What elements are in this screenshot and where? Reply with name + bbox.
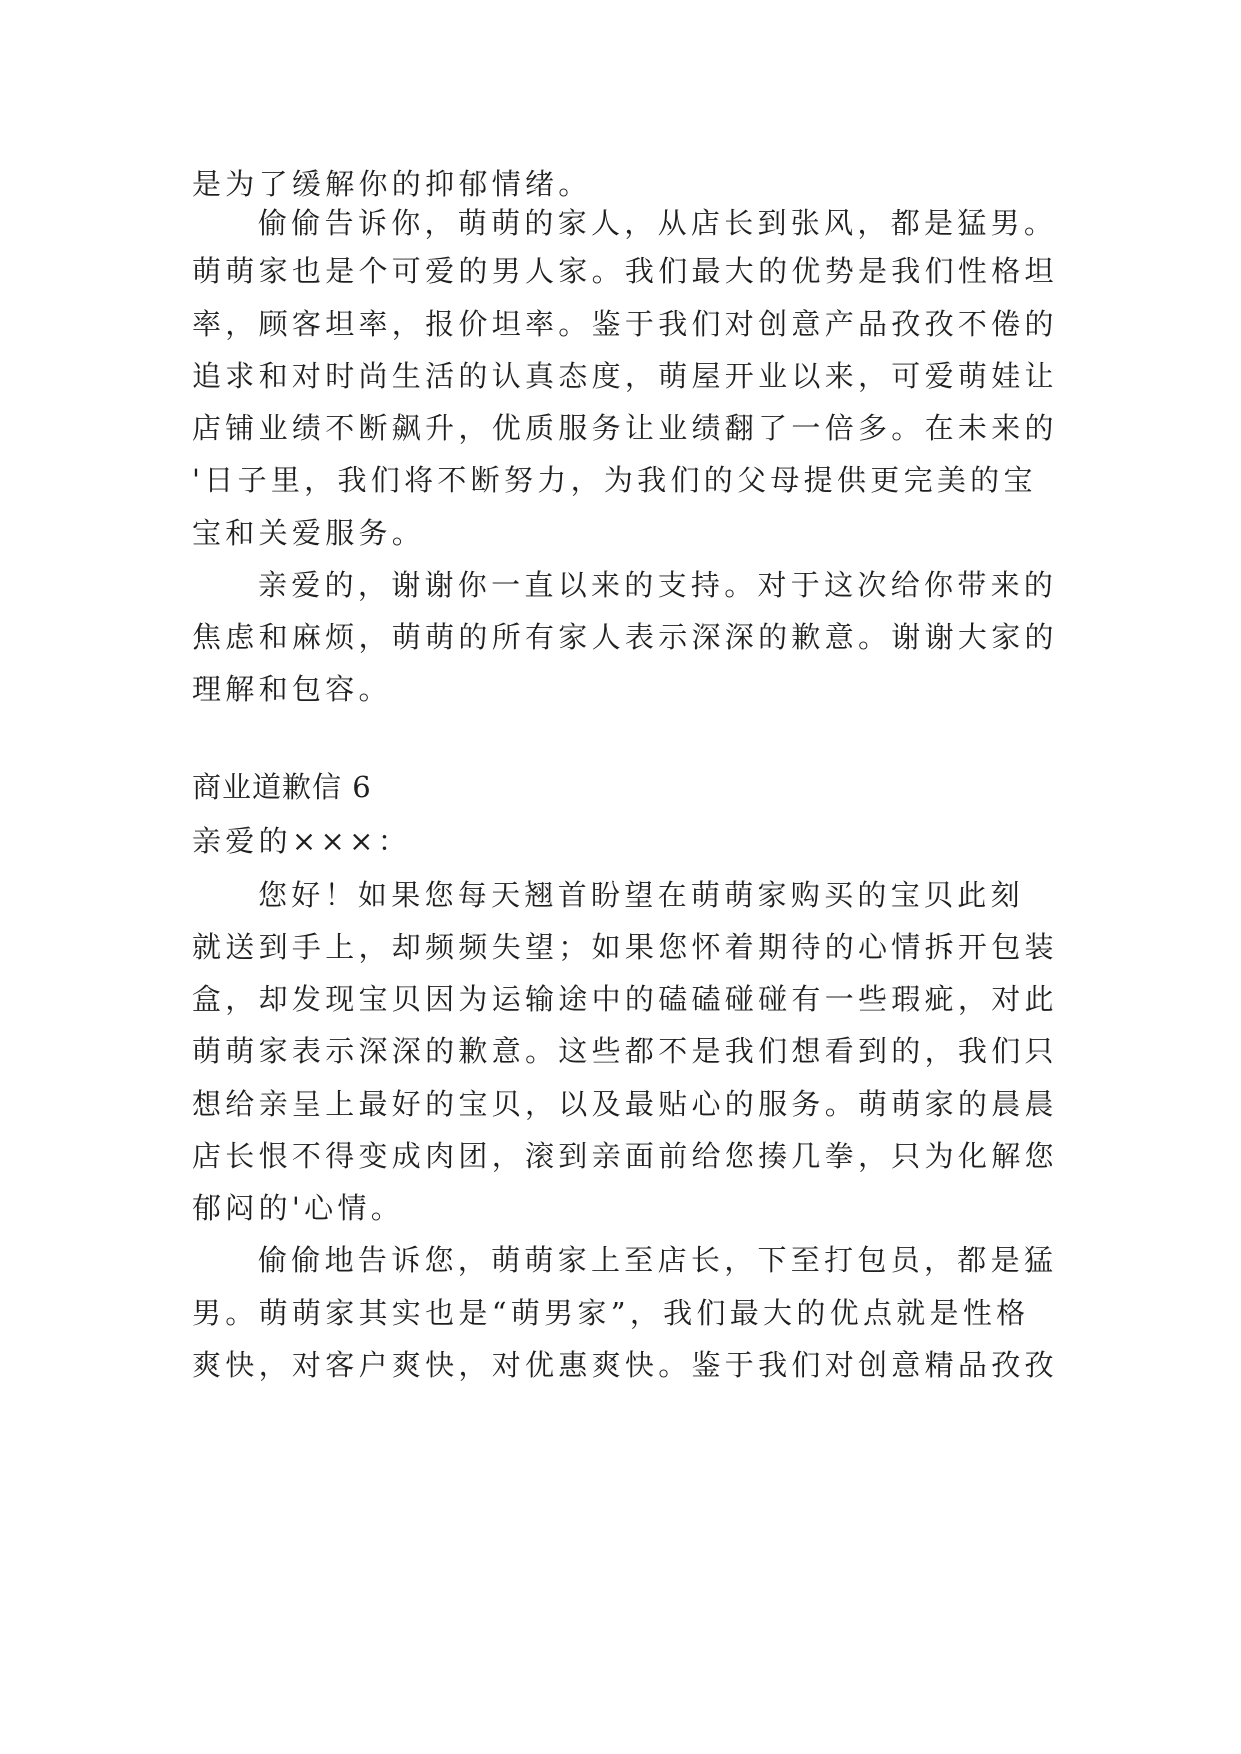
- paragraph-line: '日子里，我们将不断努力，为我们的父母提供更完美的宝: [192, 463, 1037, 497]
- paragraph-line: 就送到手上，却频频失望；如果您怀着期待的心情拆开包装: [192, 930, 1058, 964]
- paragraph-line: 店铺业绩不断飙升，优质服务让业绩翻了一倍多。在未来的: [192, 411, 1058, 445]
- paragraph-line: 率，顾客坦率，报价坦率。鉴于我们对创意产品孜孜不倦的: [192, 307, 1058, 341]
- paragraph-line: 追求和对时尚生活的认真态度，萌屋开业以来，可爱萌娃让: [192, 359, 1058, 393]
- section-title: 商业道歉信 6: [192, 770, 372, 804]
- salutation: 亲爱的×××：: [192, 824, 411, 858]
- paragraph-line: 男。萌萌家其实也是“萌男家”，我们最大的优点就是性格: [192, 1296, 1030, 1330]
- paragraph-line: 宝和关爱服务。: [192, 516, 426, 550]
- paragraph-line: 偷偷告诉你，萌萌的家人，从店长到张风，都是猛男。: [258, 206, 1058, 240]
- paragraph-line: 焦虑和麻烦，萌萌的所有家人表示深深的歉意。谢谢大家的: [192, 620, 1058, 654]
- paragraph-line: 理解和包容。: [192, 672, 392, 706]
- paragraph-line: 亲爱的，谢谢你一直以来的支持。对于这次给你带来的: [258, 568, 1058, 602]
- paragraph-line: 您好！如果您每天翘首盼望在萌萌家购买的宝贝此刻: [258, 878, 1024, 912]
- paragraph-line: 偷偷地告诉您，萌萌家上至店长，下至打包员，都是猛: [258, 1243, 1058, 1277]
- paragraph-line: 店长恨不得变成肉团，滚到亲面前给您揍几拳，只为化解您: [192, 1139, 1058, 1173]
- paragraph-line: 萌萌家表示深深的歉意。这些都不是我们想看到的，我们只: [192, 1034, 1058, 1068]
- paragraph-line: 想给亲呈上最好的宝贝，以及最贴心的服务。萌萌家的晨晨: [192, 1087, 1058, 1121]
- paragraph-line: 盒，却发现宝贝因为运输途中的磕磕碰碰有一些瑕疵，对此: [192, 982, 1058, 1016]
- paragraph-line: 萌萌家也是个可爱的男人家。我们最大的优势是我们性格坦: [192, 254, 1058, 288]
- paragraph-tail-line: 是为了缓解你的抑郁情绪。: [192, 167, 592, 201]
- paragraph-line: 郁闷的'心情。: [192, 1191, 405, 1225]
- paragraph-line: 爽快，对客户爽快，对优惠爽快。鉴于我们对创意精品孜孜: [192, 1348, 1058, 1382]
